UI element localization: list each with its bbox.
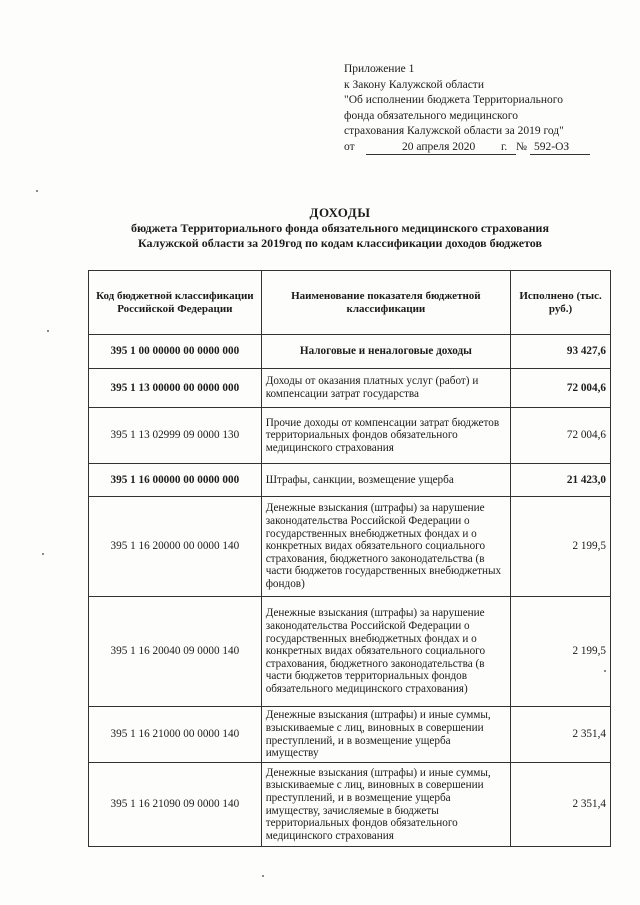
row-code: 395 1 00 00000 00 0000 000 — [89, 335, 262, 369]
law-date-line — [344, 140, 570, 156]
header-amount: Исполнено (тыс. руб.) — [511, 271, 611, 335]
table-row — [89, 497, 611, 597]
year-suffix: г. — [501, 140, 508, 153]
table-header-row — [89, 271, 611, 335]
appendix-line-2: к Закону Калужской области — [344, 78, 484, 91]
row-name: Денежные взыскания (штрафы) и иные суммы, взыскиваемые с лиц, виновных в совершении преступлений, и в возмещение ущерба имуществу, зачисляемые в бюджеты территориальных фондов обязательного медицинского страхования — [261, 763, 510, 847]
header-code: Код бюджетной классификации Российской Федерации — [89, 271, 262, 335]
appendix-line-4: фонда обязательного медицинского — [344, 109, 518, 122]
row-amount: 72 004,6 — [511, 408, 611, 464]
row-code: 395 1 16 20000 00 0000 140 — [89, 497, 262, 597]
row-amount: 2 199,5 — [511, 497, 611, 597]
table-row — [89, 335, 611, 369]
scan-speck — [36, 190, 38, 192]
title-line-3: Калужской области за 2019год по кодам классификации доходов бюджетов — [137, 236, 542, 250]
row-amount: 2 351,4 — [511, 763, 611, 847]
from-label: от — [344, 140, 355, 153]
appendix-line-5: страхования Калужской области за 2019 год" — [344, 125, 564, 137]
appendix-line-1: Приложение 1 — [344, 63, 415, 75]
row-amount: 93 427,6 — [511, 335, 611, 369]
document-title — [60, 205, 620, 251]
row-code: 395 1 16 21090 09 0000 140 — [89, 763, 262, 847]
scan-speck — [262, 875, 264, 877]
table-row — [89, 707, 611, 763]
title-line-2: бюджета Территориального фонда обязательного медицинского страхования — [131, 221, 549, 235]
row-code: 395 1 16 20040 09 0000 140 — [89, 597, 262, 707]
header-name: Наименование показателя бюджетной классификации — [261, 271, 510, 335]
number-sign: № — [516, 140, 527, 153]
table-row — [89, 408, 611, 464]
row-name: Денежные взыскания (штрафы) за нарушение законодательства Российской Федерации о государственных внебюджетных фондах и о конкретных видах обязательного социального страхования, бюджетного законодательства (в части бюджетов государственных внебюджетных фондов) — [261, 497, 510, 597]
row-code: 395 1 16 21000 00 0000 140 — [89, 707, 262, 763]
row-code: 395 1 16 00000 00 0000 000 — [89, 464, 262, 497]
title-line-1: ДОХОДЫ — [309, 205, 371, 220]
row-amount: 2 351,4 — [511, 707, 611, 763]
law-date: 20 апреля 2020 — [402, 140, 476, 153]
row-amount: 2 199,5 — [511, 597, 611, 707]
row-name: Денежные взыскания (штрафы) за нарушение законодательства Российской Федерации о государственных внебюджетных фондах и о конкретных видах обязательного социального страхования, бюджетного законодательства (в части бюджетов территориальных фондов обязательного медицинского страхования) — [261, 597, 510, 707]
row-name: Штрафы, санкции, возмещение ущерба — [261, 464, 510, 497]
scan-speck — [47, 330, 49, 332]
row-name: Прочие доходы от компенсации затрат бюджетов территориальных фондов обязательного медицинского страхования — [261, 408, 510, 464]
row-name: Налоговые и неналоговые доходы — [261, 335, 510, 369]
appendix-header — [344, 62, 570, 156]
table-row — [89, 369, 611, 408]
scan-speck — [604, 670, 606, 672]
income-table — [88, 270, 611, 847]
table-row — [89, 464, 611, 497]
row-amount: 21 423,0 — [511, 464, 611, 497]
row-code: 395 1 13 02999 09 0000 130 — [89, 408, 262, 464]
table-row — [89, 597, 611, 707]
law-number: 592-ОЗ — [534, 140, 570, 153]
row-name: Доходы от оказания платных услуг (работ) и компенсации затрат государства — [261, 369, 510, 408]
row-name: Денежные взыскания (штрафы) и иные суммы, взыскиваемые с лиц, виновных в совершении преступлений, и в возмещение ущерба имуществу — [261, 707, 510, 763]
row-amount: 72 004,6 — [511, 369, 611, 408]
table-row — [89, 763, 611, 847]
row-code: 395 1 13 00000 00 0000 000 — [89, 369, 262, 408]
appendix-line-3: "Об исполнении бюджета Территориального — [344, 94, 563, 106]
scan-speck — [42, 553, 44, 555]
